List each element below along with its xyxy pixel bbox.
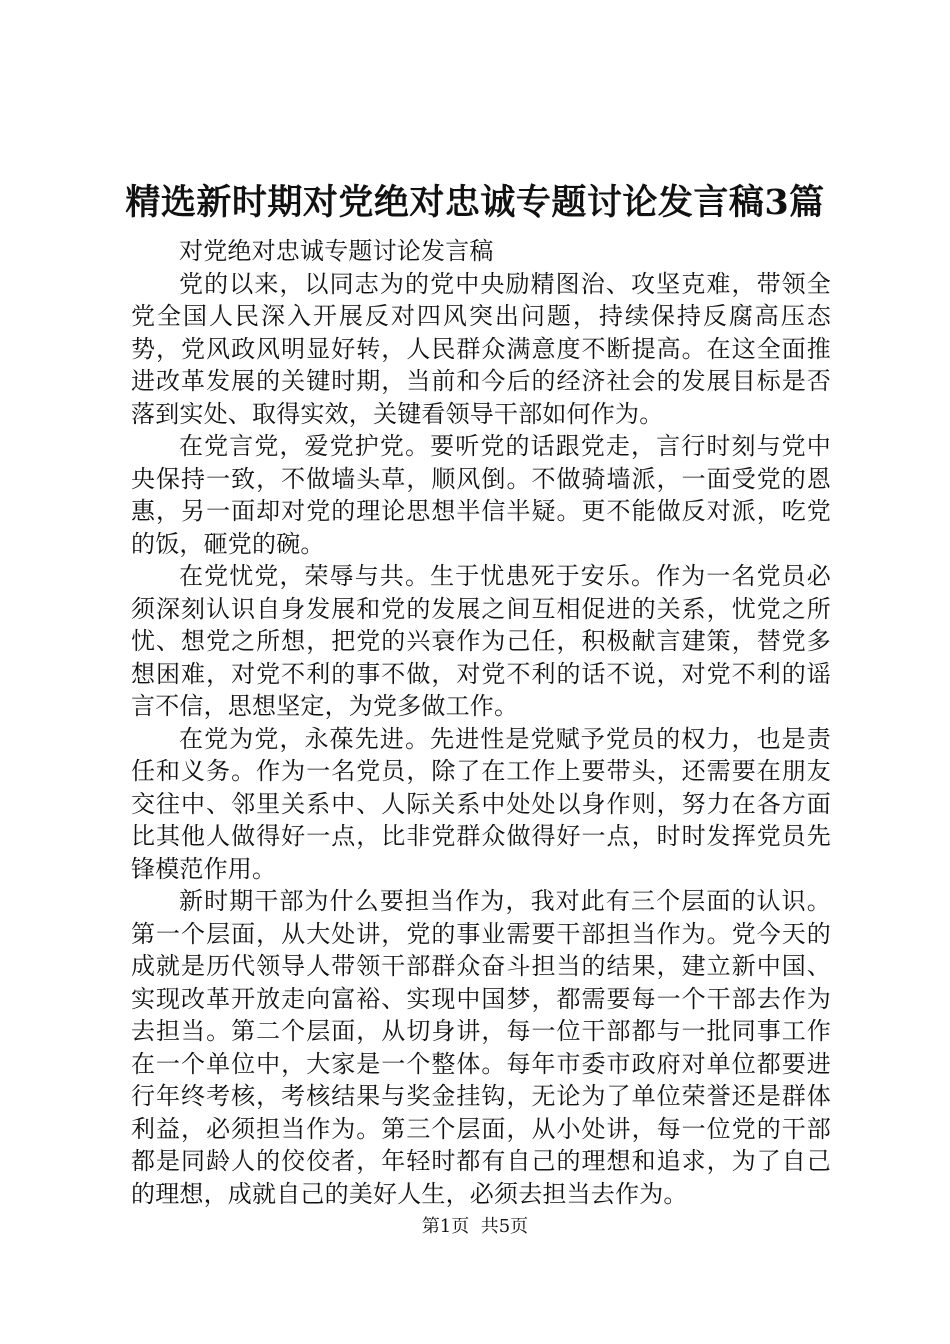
paragraph-1: 党的以来，以同志为的党中央励精图治、攻坚克难，带领全党全国人民深入开展反对四风突出问题，持续保持反腐高压态势，党风政风明显好转，人民群众满意度不断提高。在这全面推进改革发展的关键时期，当前和今后的经济社会的发展目标是否落到实处、取得实效，关键看领导干部如何作为。 — [131, 269, 831, 428]
paragraph-2: 在党言党，爱党护党。要听党的话跟党走，言行时刻与党中央保持一致，不做墙头草，顺风倒。不做骑墙派，一面受党的恩惠，另一面却对党的理论思想半信半疑。更不能做反对派，吃党的饭，砸党的碗。 — [131, 432, 831, 558]
document-subtitle: 对党绝对忠诚专题讨论发言稿 — [179, 237, 494, 265]
paragraph-3: 在党忧党，荣辱与共。生于忧患死于安乐。作为一名党员必须深刻认识自身发展和党的发展之间互相促进的关系，忧党之所忧、想党之所想，把党的兴衰作为己任，积极献言建策，替党多想困难，对党不利的事不做，对党不利的话不说，对党不利的谣言不信，思想坚定，为党多做工作。 — [131, 562, 831, 720]
page-footer — [0, 1214, 950, 1240]
page-total: 共5页 — [480, 1216, 529, 1237]
paragraph-4: 在党为党，永葆先进。先进性是党赋予党员的权力，也是责任和义务。作为一名党员，除了在工作上要带头，还需要在朋友交往中、邻里关系中、人际关系中处处以身作则，努力在各方面比其他人做得好一点，比非党群众做得好一点，时时发挥党员先锋模范作用。 — [131, 724, 831, 883]
paragraph-5: 新时期干部为什么要担当作为，我对此有三个层面的认识。第一个层面，从大处讲，党的事业需要干部担当作为。党今天的成就是历代领导人带领干部群众奋斗担当的结果，建立新中国、实现改革开放走向富裕、实现中国梦，都需要每一个干部去作为去担当。第二个层面，从切身讲，每一位干部都与一批同事工作在一个单位中，大家是一个整体。每年市委市政府对单位都要进行年终考核，考核结果与奖金挂钩，无论为了单位荣誉还是群体利益，必须担当作为。第三个层面，从小处讲，每一位党的干部都是同龄人的佼佼者，年轻时都有自己的理想和追求，为了自己的理想，成就自己的美好人生，必须去担当去作为。 — [131, 887, 831, 1208]
document-title: 精选新时期对党绝对忠诚专题讨论发言稿3篇 — [125, 182, 825, 223]
document-body — [131, 235, 831, 1210]
page-number: 第1页 — [421, 1216, 470, 1237]
